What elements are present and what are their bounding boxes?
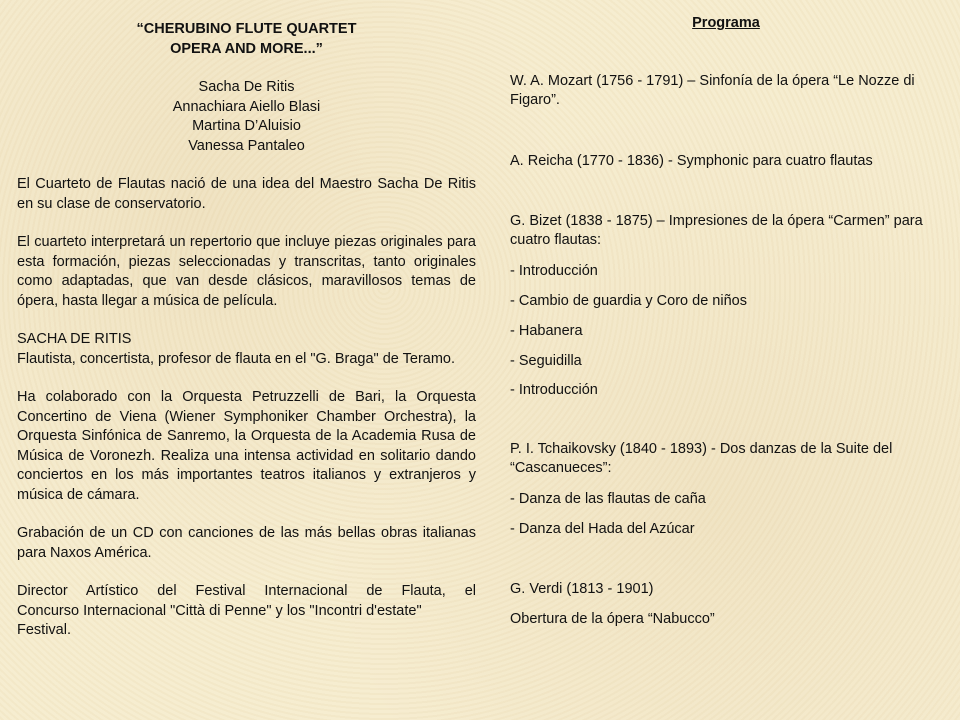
verdi-item: Obertura de la ópera “Nabucco” bbox=[510, 611, 715, 627]
bizet-item: - Introducción bbox=[510, 263, 598, 279]
bio-role-paragraph: Flautista, concertista, profesor de flauta en el "G. Braga" de Teramo. bbox=[17, 350, 456, 367]
reicha-entry: A. Reicha (1770 - 1836) - Symphonic para cuatro flautas bbox=[510, 153, 873, 169]
bizet-item: - Seguidilla bbox=[510, 353, 582, 369]
bizet-item: - Habanera bbox=[510, 323, 583, 339]
member-name: Annachiara Aiello Blasi bbox=[172, 98, 321, 115]
cd-paragraph: Grabación de un CD con canciones de las más bellas obras italianas para Naxos América. bbox=[17, 525, 476, 561]
bizet-item: - Introducción bbox=[510, 382, 598, 398]
title-line-1: “CHERUBINO FLUTE QUARTET bbox=[136, 21, 357, 37]
director-line-2: Concurso Internacional "Città di Penne" y los "Incontri d'estate" bbox=[17, 602, 422, 619]
member-name: Vanessa Pantaleo bbox=[188, 137, 305, 154]
director-line-1: Director Artístico del Festival Internacional de Flauta, el bbox=[17, 583, 476, 599]
verdi-entry: G. Verdi (1813 - 1901) bbox=[510, 581, 654, 597]
mozart-entry: W. A. Mozart (1756 - 1791) – Sinfonía de la ópera “Le Nozze di Figaro”. bbox=[510, 73, 915, 108]
member-name: Martina D’Aluisio bbox=[192, 118, 301, 134]
title-line-2: OPERA AND MORE...” bbox=[170, 40, 323, 57]
bizet-item: - Cambio de guardia y Coro de niños bbox=[510, 293, 747, 309]
program-heading: Programa bbox=[692, 15, 760, 31]
bio-heading: SACHA DE RITIS bbox=[17, 331, 132, 347]
left-column bbox=[17, 20, 476, 641]
bizet-entry: G. Bizet (1838 - 1875) – Impresiones de la ópera “Carmen” para cuatro flautas: bbox=[510, 213, 923, 248]
tchaikovsky-item: - Danza de las flautas de caña bbox=[510, 491, 706, 507]
tchaikovsky-entry: P. I. Tchaikovsky (1840 - 1893) - Dos danzas de la Suite del “Cascanueces”: bbox=[510, 441, 893, 476]
tchaikovsky-item: - Danza del Hada del Azúcar bbox=[510, 521, 695, 537]
intro-paragraph: El Cuarteto de Flautas nació de una idea del Maestro Sacha De Ritis en su clase de conservatorio. bbox=[17, 176, 476, 212]
program-column bbox=[510, 14, 940, 627]
repertoire-paragraph: El cuarteto interpretará un repertorio que incluye piezas originales para esta formación, piezas seleccionadas y transcritas, tanto originales como adaptadas, que van desde clásicos, maravillosos temas de ópera, hasta llegar a música de película. bbox=[17, 234, 476, 309]
collaboration-paragraph: Ha colaborado con la Orquesta Petruzzelli de Bari, la Orquesta Concertino de Viena (Wiener Symphoniker Chamber Orchestra), la Orquesta Sinfónica de Sanremo, la Orquesta de la Academia Rusa de Música de Voronezh. Realiza una intensa actividad en solitario dando conciertos en los más importantes teatros italianos y extranjeros y música de cámara. bbox=[17, 389, 476, 503]
director-line-3: Festival. bbox=[17, 622, 71, 638]
member-name: Sacha De Ritis bbox=[198, 79, 295, 95]
